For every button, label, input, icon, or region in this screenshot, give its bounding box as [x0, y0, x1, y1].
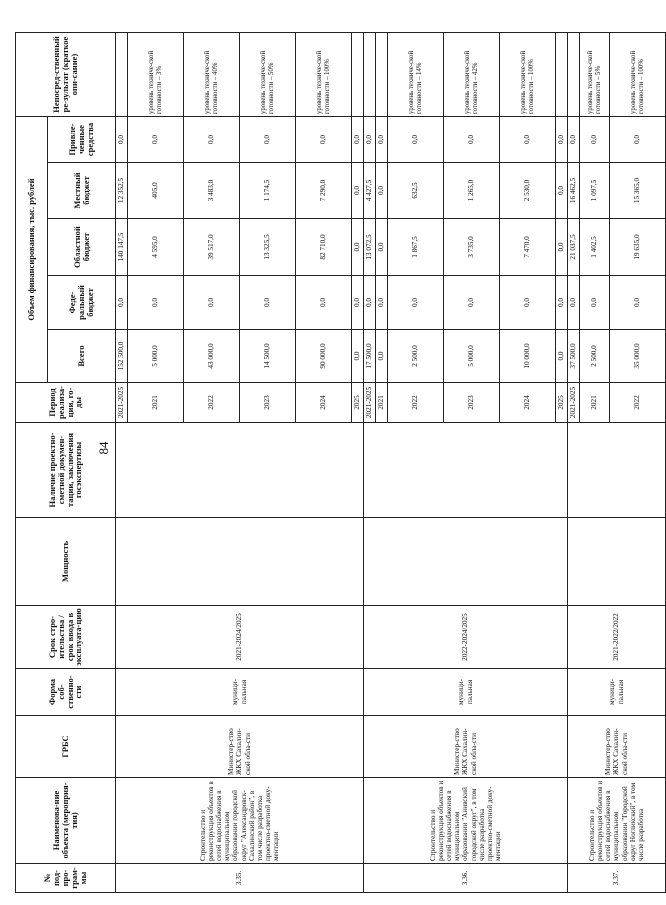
local-cell: 3 483,0: [184, 163, 240, 219]
table-row: [568, 33, 580, 893]
header-attracted: Привле-ченные средства: [48, 117, 116, 163]
period-cell: 2025: [556, 383, 568, 423]
regional-cell: 39 517,0: [184, 219, 240, 276]
object-docs: [364, 423, 568, 518]
attracted-cell: 0,0: [568, 117, 580, 163]
rotated-table-container: [15, 33, 645, 893]
federal-cell: 0,0: [388, 276, 444, 330]
total-cell: 43 000,0: [184, 330, 240, 383]
attracted-cell: 0,0: [580, 117, 610, 163]
object-grbs: Министер-ство ЖКХ Сахалин-ской обла-сти: [116, 716, 364, 778]
total-cell: 14 500,0: [240, 330, 296, 383]
local-cell: 16 462,5: [568, 163, 580, 219]
object-grbs: Министер-ство ЖКХ Сахалин-ской обла-сти: [364, 716, 568, 778]
result-cell: уровень техниче-ской готовности – 100%: [610, 33, 666, 117]
total-cell: 10 000,0: [500, 330, 556, 383]
attracted-cell: 0,0: [610, 117, 666, 163]
result-cell: [116, 33, 128, 117]
attracted-cell: 0,0: [184, 117, 240, 163]
object-term: 2021-2024/2025: [116, 606, 364, 669]
object-number: 3.36.: [364, 864, 568, 893]
local-cell: 1 265,0: [444, 163, 500, 219]
header-term: Срок стро-ительства / срок ввода в эксплуата-цию: [16, 606, 116, 669]
object-capacity: [116, 518, 364, 606]
result-cell: [364, 33, 376, 117]
header-local: Местный бюджет: [48, 163, 116, 219]
regional-cell: 4 595,0: [128, 219, 184, 276]
local-cell: 0,0: [556, 163, 568, 219]
attracted-cell: 0,0: [116, 117, 128, 163]
header-ownership: Форма соб-ственно-сти: [16, 669, 116, 716]
total-cell: 35 000,0: [610, 330, 666, 383]
total-cell: 0,0: [352, 330, 364, 383]
federal-cell: 0,0: [556, 276, 568, 330]
local-cell: 4 427,5: [364, 163, 376, 219]
total-cell: 5 000,0: [128, 330, 184, 383]
total-cell: 152 500,0: [116, 330, 128, 383]
period-cell: 2025: [352, 383, 364, 423]
object-grbs: Министер-ство ЖКХ Сахалин-ской обла-сти: [568, 716, 666, 778]
period-cell: 2024: [296, 383, 352, 423]
period-cell: 2021: [580, 383, 610, 423]
local-cell: 1 174,5: [240, 163, 296, 219]
table-body: [116, 33, 666, 893]
object-number: 3.37.: [568, 864, 666, 893]
federal-cell: 0,0: [296, 276, 352, 330]
object-docs: [116, 423, 364, 518]
federal-cell: 0,0: [568, 276, 580, 330]
regional-cell: 21 037,5: [568, 219, 580, 276]
period-cell: 2022: [388, 383, 444, 423]
period-cell: 2023: [240, 383, 296, 423]
header-period: Период реализа-ции, го-ды: [16, 383, 116, 423]
attracted-cell: 0,0: [352, 117, 364, 163]
period-cell: 2021: [376, 383, 388, 423]
result-cell: уровень техниче-ской готовности – 42%: [444, 33, 500, 117]
regional-cell: 3 735,0: [444, 219, 500, 276]
total-cell: 0,0: [376, 330, 388, 383]
total-cell: 0,0: [556, 330, 568, 383]
funding-table: [15, 32, 666, 893]
local-cell: 632,5: [388, 163, 444, 219]
object-docs: [568, 423, 666, 518]
regional-cell: 82 710,0: [296, 219, 352, 276]
total-cell: 5 000,0: [444, 330, 500, 383]
federal-cell: 0,0: [610, 276, 666, 330]
regional-cell: 0,0: [376, 219, 388, 276]
object-name: Строительство и реконструкция объектов и сетей водоснабжения в муниципальном образовании "Городской округ Ногликский", в том числе разработка: [568, 778, 666, 864]
object-term: 2021-2022/2022: [568, 606, 666, 669]
local-cell: 15 365,0: [610, 163, 666, 219]
regional-cell: 13 325,5: [240, 219, 296, 276]
regional-cell: 7 470,0: [500, 219, 556, 276]
period-cell: 2024: [500, 383, 556, 423]
period-cell: 2022: [184, 383, 240, 423]
regional-cell: 0,0: [556, 219, 568, 276]
federal-cell: 0,0: [444, 276, 500, 330]
local-cell: 0,0: [352, 163, 364, 219]
regional-cell: 0,0: [352, 219, 364, 276]
regional-cell: 19 635,0: [610, 219, 666, 276]
federal-cell: 0,0: [364, 276, 376, 330]
attracted-cell: 0,0: [388, 117, 444, 163]
attracted-cell: 0,0: [556, 117, 568, 163]
result-cell: уровень техниче-ской готовности – 3%: [128, 33, 184, 117]
federal-cell: 0,0: [580, 276, 610, 330]
regional-cell: 1 402,5: [580, 219, 610, 276]
header-docs: Наличие проектно-сметной докумен-тации, заключения госэкспертизы: [16, 423, 116, 518]
attracted-cell: 0,0: [128, 117, 184, 163]
header-name: Наименова-ние объекта (мероприя-тия): [16, 778, 116, 864]
total-cell: 2 500,0: [388, 330, 444, 383]
attracted-cell: 0,0: [500, 117, 556, 163]
table-row: [116, 33, 128, 893]
object-name: Строительство и реконструкция объектов и сетей водоснабжения в муниципальном образовании "Анивский городской округ", в том числе разработка проектно-сметной доку-ментации: [364, 778, 568, 864]
object-capacity: [364, 518, 568, 606]
result-cell: уровень техниче-ской готовности – 100%: [296, 33, 352, 117]
total-cell: 90 000,0: [296, 330, 352, 383]
header-funding-group: Объем финансирования, тыс. рублей: [16, 117, 48, 383]
regional-cell: 1 867,5: [388, 219, 444, 276]
federal-cell: 0,0: [376, 276, 388, 330]
result-cell: уровень техниче-ской готовности – 5%: [580, 33, 610, 117]
result-cell: уровень техниче-ской готовности – 100%: [500, 33, 556, 117]
result-cell: [352, 33, 364, 117]
local-cell: 405,0: [128, 163, 184, 219]
period-cell: 2021-2025: [116, 383, 128, 423]
result-cell: уровень техниче-ской готовности – 50%: [240, 33, 296, 117]
local-cell: 0,0: [376, 163, 388, 219]
period-cell: 2021: [128, 383, 184, 423]
table-row: [364, 33, 376, 893]
object-ownership: муници-пальная: [116, 669, 364, 716]
header-result: Непосред-ственный ре-зультат (краткое опи-сание): [16, 33, 116, 117]
result-cell: уровень техниче-ской готовности – 14%: [388, 33, 444, 117]
object-name: Строительство и реконструкция объектов в сетей водоснабжения в муниципальном образовании городской округ "Александровск-Сахалинский район", в том числе разработка проектно-сметной доку-ментации: [116, 778, 364, 864]
federal-cell: 0,0: [128, 276, 184, 330]
object-capacity: [568, 518, 666, 606]
header-capacity: Мощность: [16, 518, 116, 606]
attracted-cell: 0,0: [240, 117, 296, 163]
local-cell: 12 352,5: [116, 163, 128, 219]
total-cell: 37 500,0: [568, 330, 580, 383]
period-cell: 2021-2025: [568, 383, 580, 423]
period-cell: 2023: [444, 383, 500, 423]
result-cell: [568, 33, 580, 117]
object-ownership: муници-пальная: [568, 669, 666, 716]
object-ownership: муници-пальная: [364, 669, 568, 716]
federal-cell: 0,0: [500, 276, 556, 330]
header-federal: Феде-ральный бюджет: [48, 276, 116, 330]
period-cell: 2022: [610, 383, 666, 423]
total-cell: 2 500,0: [580, 330, 610, 383]
object-term: 2022-2024/2025: [364, 606, 568, 669]
local-cell: 2 530,0: [500, 163, 556, 219]
federal-cell: 0,0: [352, 276, 364, 330]
result-cell: уровень техниче-ской готовности – 40%: [184, 33, 240, 117]
federal-cell: 0,0: [240, 276, 296, 330]
header-num: № под-про-грам-мы: [16, 864, 116, 893]
header-grbs: ГРБС: [16, 716, 116, 778]
period-cell: 2021-2025: [364, 383, 376, 423]
result-cell: [556, 33, 568, 117]
federal-cell: 0,0: [116, 276, 128, 330]
federal-cell: 0,0: [184, 276, 240, 330]
local-cell: 7 290,0: [296, 163, 352, 219]
regional-cell: 13 072,5: [364, 219, 376, 276]
header-total: Всего: [48, 330, 116, 383]
attracted-cell: 0,0: [376, 117, 388, 163]
attracted-cell: 0,0: [444, 117, 500, 163]
attracted-cell: 0,0: [296, 117, 352, 163]
object-number: 3.35.: [116, 864, 364, 893]
attracted-cell: 0,0: [364, 117, 376, 163]
total-cell: 17 500,0: [364, 330, 376, 383]
regional-cell: 140 147,5: [116, 219, 128, 276]
local-cell: 1 097,5: [580, 163, 610, 219]
header-regional: Областной бюджет: [48, 219, 116, 276]
page-number: 84: [96, 441, 111, 455]
result-cell: [376, 33, 388, 117]
